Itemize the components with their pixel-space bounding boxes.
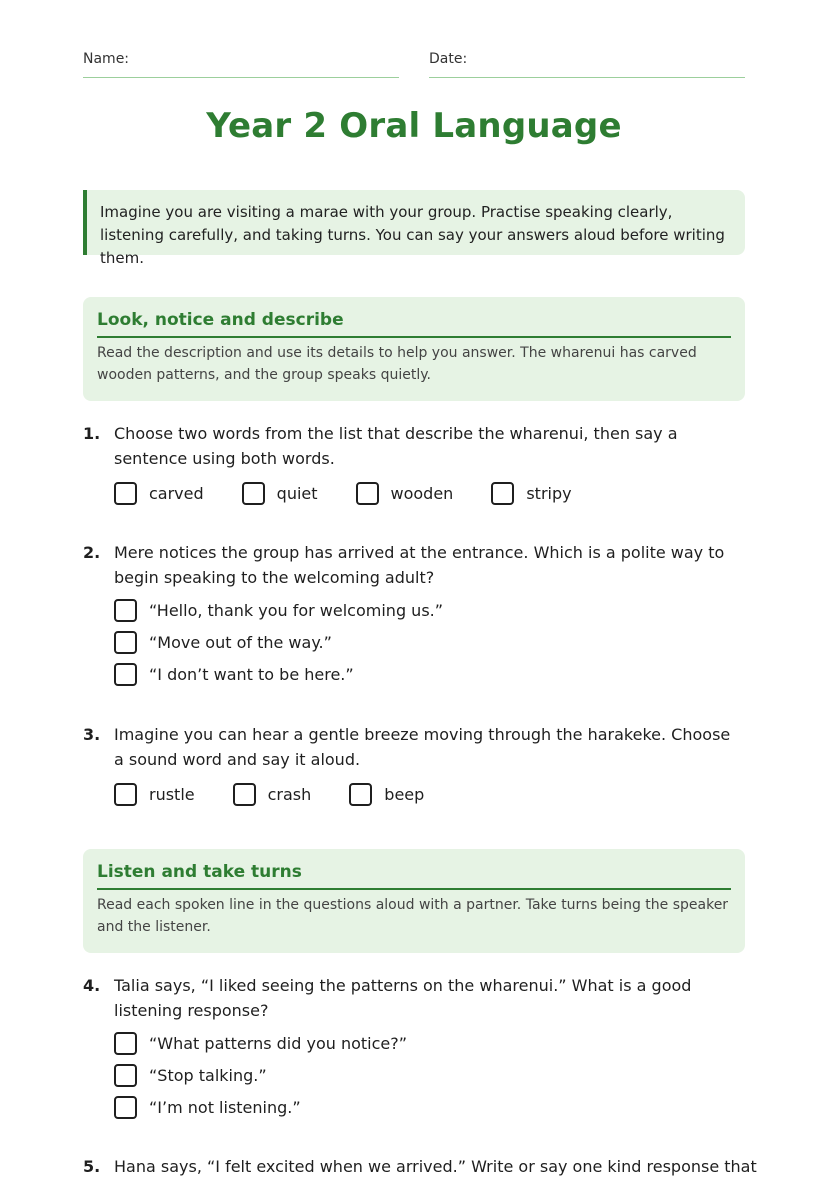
option-label: crash	[267, 785, 312, 804]
option[interactable]	[114, 631, 443, 654]
section-listen-take-turns	[83, 849, 745, 953]
checkbox[interactable]	[114, 1096, 137, 1119]
option[interactable]	[114, 482, 204, 505]
option-label: wooden	[390, 484, 454, 503]
checkbox[interactable]	[233, 783, 256, 806]
question-number: 5.	[83, 1157, 101, 1176]
intro-box: Imagine you are visiting a marae with your group. Practise speaking clearly, listening carefully, and taking turns. You can say your answers aloud before writing them.	[83, 190, 745, 255]
name-date-row	[83, 51, 745, 77]
option-label: “What patterns did you notice?”	[149, 1034, 408, 1053]
option[interactable]	[356, 482, 454, 505]
option-label: beep	[384, 785, 425, 804]
option-label: quiet	[276, 484, 318, 503]
question-number: 3.	[83, 725, 101, 744]
section-title: Listen and take turns	[97, 862, 731, 890]
date-label: Date:	[429, 51, 468, 67]
option-label: stripy	[526, 484, 572, 503]
checkbox[interactable]	[491, 482, 514, 505]
page-title: Year 2 Oral Language	[206, 106, 622, 146]
question-number: 1.	[83, 424, 101, 443]
question-text: Mere notices the group has arrived at the entrance. Which is a polite way to begin speaking to the welcoming adult?	[114, 543, 725, 587]
name-label: Name:	[83, 51, 130, 67]
question-text: Hana says, “I felt excited when we arrived.” Write or say one kind response that	[114, 1157, 757, 1176]
option-list	[114, 599, 443, 695]
checkbox[interactable]	[114, 1032, 137, 1055]
date-field[interactable]	[429, 51, 745, 78]
checkbox[interactable]	[242, 482, 265, 505]
question-number: 4.	[83, 976, 101, 995]
option-label: carved	[149, 484, 204, 503]
option[interactable]	[491, 482, 571, 505]
checkbox[interactable]	[114, 663, 137, 686]
name-field[interactable]	[83, 51, 399, 78]
option[interactable]	[114, 783, 195, 806]
option[interactable]	[349, 783, 424, 806]
checkbox[interactable]	[114, 631, 137, 654]
option-label: “Stop talking.”	[149, 1066, 267, 1085]
option-row	[114, 783, 462, 806]
option-label: rustle	[149, 785, 195, 804]
section-title: Look, notice and describe	[97, 310, 731, 338]
option[interactable]	[242, 482, 318, 505]
question-text: Talia says, “I liked seeing the patterns on the wharenui.” What is a good listening response?	[114, 976, 692, 1020]
section-look-notice-describe	[83, 297, 745, 401]
question-number: 2.	[83, 543, 101, 562]
option-label: “Hello, thank you for welcoming us.”	[149, 601, 444, 620]
checkbox[interactable]	[114, 482, 137, 505]
option[interactable]	[114, 1096, 407, 1119]
option-label: “I don’t want to be here.”	[149, 665, 354, 684]
section-description: Read the description and use its details to help you answer. The wharenui has carved wooden patterns, and the group speaks quietly.	[97, 345, 697, 383]
section-description: Read each spoken line in the questions aloud with a partner. Take turns being the speaker and the listener.	[97, 897, 729, 935]
checkbox[interactable]	[114, 599, 137, 622]
option[interactable]	[114, 599, 443, 622]
option[interactable]	[233, 783, 312, 806]
option-row	[114, 482, 610, 505]
option-label: “I’m not listening.”	[149, 1098, 301, 1117]
checkbox[interactable]	[349, 783, 372, 806]
question-text: Choose two words from the list that describe the wharenui, then say a sentence using both words.	[114, 424, 678, 468]
option[interactable]	[114, 663, 443, 686]
option-label: “Move out of the way.”	[149, 633, 332, 652]
option-list	[114, 1032, 407, 1128]
option[interactable]	[114, 1064, 407, 1087]
option[interactable]	[114, 1032, 407, 1055]
checkbox[interactable]	[114, 783, 137, 806]
checkbox[interactable]	[356, 482, 379, 505]
checkbox[interactable]	[114, 1064, 137, 1087]
question-text: Imagine you can hear a gentle breeze moving through the harakeke. Choose a sound word and say it aloud.	[114, 725, 731, 769]
